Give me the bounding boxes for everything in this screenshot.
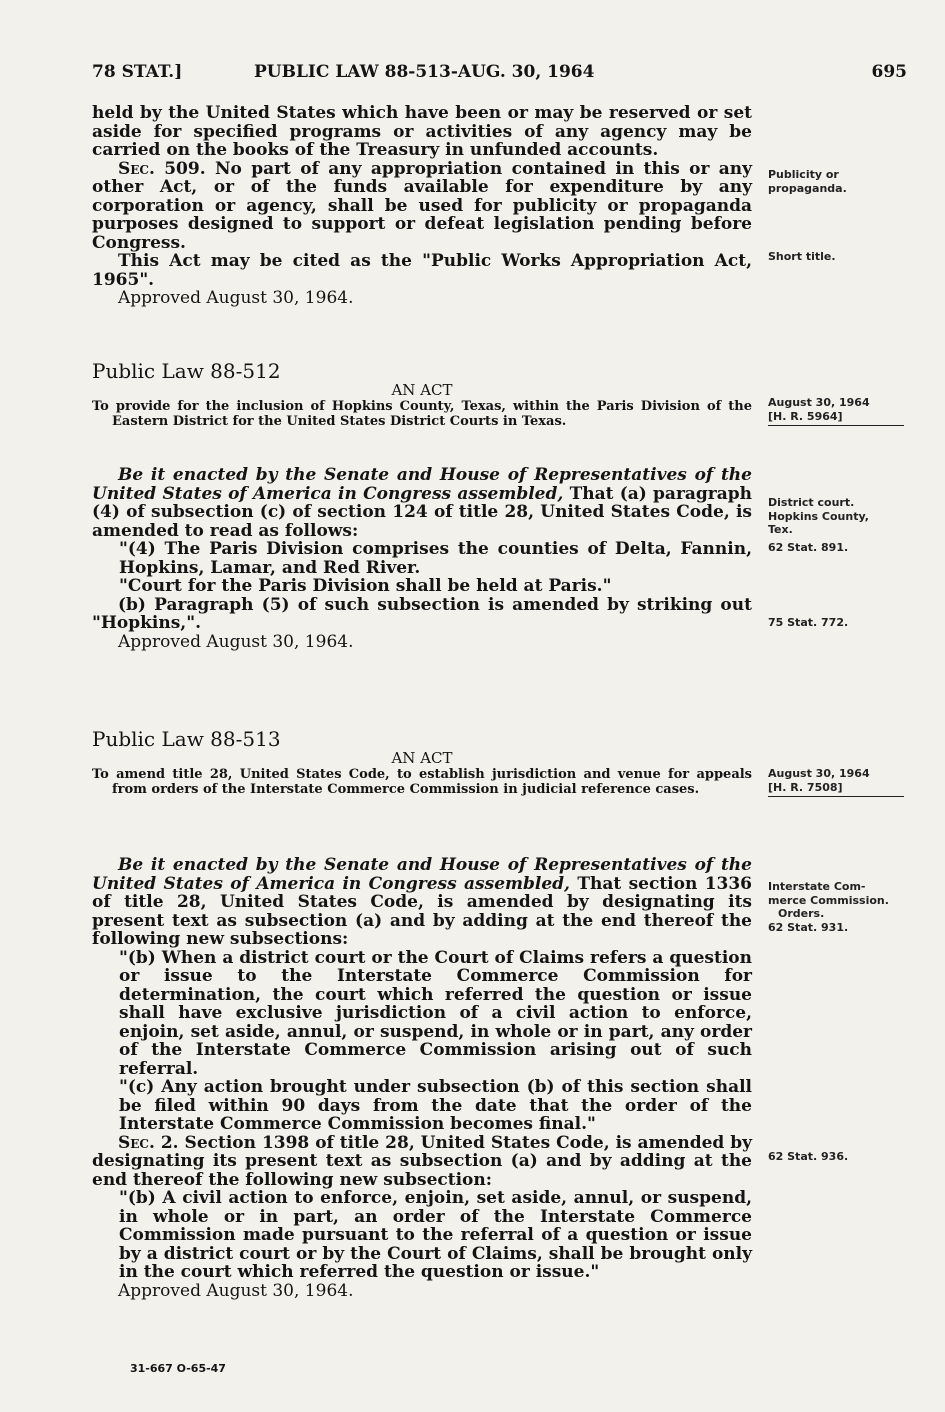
margin-stat-772: 75 Stat. 772.: [768, 616, 849, 629]
law-88-512-header: [92, 359, 752, 429]
margin-note-publicity: [768, 168, 908, 195]
margin-icc-line-2: merce Commission.: [768, 893, 889, 907]
law-88-512-enact-rest: That (a) paragraph (4) of subsection (c) of section 124 of title 28, United States Code, is amended to read as follows:: [92, 483, 753, 541]
law-88-513-sec2-quote: [92, 1189, 752, 1282]
margin-rule-512: [768, 425, 904, 426]
law-88-513-quote-c: "(c) Any action brought under subsection (b) of this section shall be filed within 90 days from the date that the order of the Interstate Commerce Commission becomes final.": [119, 1077, 752, 1134]
margin-stat-936: 62 Stat. 936.: [768, 1150, 849, 1163]
page-header: [92, 62, 907, 86]
law-88-512-approved: Approved August 30, 1964.: [118, 631, 354, 652]
margin-note-icc: [768, 880, 908, 934]
section-509-block: [92, 104, 752, 308]
margin-note-stat-936: [768, 1150, 908, 1164]
law-88-513-enacting-clause: [92, 856, 752, 949]
margin-publicity-line-1: Publicity or: [768, 168, 839, 181]
margin-district-line-2: Hopkins County,: [768, 509, 869, 523]
header-stat-volume: 78 STAT.]: [92, 62, 183, 82]
law-88-513-approved: Approved August 30, 1964.: [118, 1280, 354, 1301]
margin-district-line-1: District court.: [768, 496, 855, 509]
margin-note-stat-891: [768, 541, 908, 555]
law-88-513-title: Public Law 88-513: [92, 727, 281, 751]
law-88-512-quote-1: "(4) The Paris Division comprises the counties of Delta, Fannin, Hopkins, Lamar, and Red River.: [119, 539, 752, 578]
section-509: [92, 160, 752, 253]
law-88-512-purpose: To provide for the inclusion of Hopkins County, Texas, within the Paris Division of the Eastern District for the United States District Courts in Texas.: [92, 399, 752, 429]
margin-law-88-513-date: August 30, 1964: [768, 767, 870, 780]
law-88-512-para-b: (b) Paragraph (5) of such subsection is amended by striking out "Hopkins,".: [92, 594, 752, 633]
law-88-512-body: [92, 466, 752, 651]
margin-law-88-512-date: August 30, 1964: [768, 396, 870, 409]
law-88-513-quote: [92, 949, 752, 1134]
law-88-513-enact-rest: That section 1336 of title 28, United States Code, is amended by designating its present text as subsection (a) and by adding at the end thereof the following new subsections:: [92, 873, 753, 949]
margin-note-district-court: [768, 496, 908, 537]
short-title-paragraph: This Act may be cited as the "Public Works Appropriation Act, 1965".: [92, 251, 752, 290]
margin-icc-line-1: Interstate Com-: [768, 880, 866, 893]
footer-print-code: 31-667 O-65-47: [130, 1362, 226, 1375]
sec-509-text: No part of any appropriation contained in this or any other Act, or of the funds available for expenditure by any corporation or agency, shall be used for publicity or propaganda purposes designed to support or defeat legislation pending before Congress.: [92, 158, 752, 253]
margin-law-88-512-bill: [H. R. 5964]: [768, 409, 843, 423]
margin-note-stat-772: [768, 616, 908, 630]
law-88-513-quote-b: "(b) When a district court or the Court of Claims refers a question or issue to the Interstate Commerce Commission for determination, the court which referred the question or issue shall have exclusive jurisdiction of a civil action to enforce, enjoin, set aside, annul, or suspend, in whole or in part, any order of the Interstate Commerce Commission arising out of such referral.: [119, 947, 752, 1079]
law-88-513-sec-2: [92, 1134, 752, 1190]
law-88-512-act: AN ACT: [391, 380, 453, 399]
law-88-513-body: [92, 856, 752, 1300]
law-88-513-purpose: To amend title 28, United States Code, to establish jurisdiction and venue for appeals from orders of the Interstate Commerce Commission in judicial reference cases.: [92, 767, 752, 797]
approved-date: Approved August 30, 1964.: [118, 288, 354, 308]
law-88-512-enact-italic: Be it enacted by the Senate and House of Representatives of the United States of America in Congress assembled,: [92, 465, 752, 504]
intro-paragraph: held by the United States which have been or may be reserved or set aside for specified programs or activities of any agency may be carried on the books of the Treasury in unfunded accounts.: [92, 103, 752, 160]
law-88-513-quote-sec2: "(b) A civil action to enforce, enjoin, set aside, annul, or suspend, in whole or in part, an order of the Interstate Commerce Commission made pursuant to the referral of a question or issue by a district court or by the Court of Claims, shall be brought only in the court which referred the question or issue.": [119, 1188, 752, 1282]
law-88-513-header: [92, 727, 752, 797]
sec-509-label: Sec. 509.: [118, 158, 206, 179]
margin-stat-891: 62 Stat. 891.: [768, 541, 849, 554]
margin-icc-line-3: Orders.: [778, 907, 825, 920]
law-88-513-enact-italic: Be it enacted by the Senate and House of Representatives of the United States of America in Congress assembled,: [92, 855, 752, 894]
margin-district-line-3: Tex.: [768, 523, 793, 536]
page-number: 695: [871, 62, 907, 82]
margin-note-short-title: [768, 250, 908, 264]
law-88-512-title: Public Law 88-512: [92, 359, 281, 383]
margin-law-88-513-bill: [H. R. 7508]: [768, 780, 843, 794]
margin-publicity-line-2: propaganda.: [768, 181, 847, 195]
law-88-513-act: AN ACT: [391, 748, 453, 767]
sec-2-label: Sec. 2.: [118, 1132, 179, 1153]
margin-short-title: Short title.: [768, 250, 836, 263]
margin-law-88-512: [768, 396, 908, 426]
law-88-512-quote: [92, 540, 752, 596]
header-title: PUBLIC LAW 88-513-AUG. 30, 1964: [254, 62, 595, 82]
margin-rule-513: [768, 796, 904, 797]
sec-2-text: Section 1398 of title 28, United States Code, is amended by designating its present text as subsection (a) and by adding at the end thereof the following new subsection:: [92, 1132, 753, 1190]
law-88-512-quote-2: "Court for the Paris Division shall be held at Paris.": [119, 576, 612, 596]
law-88-512-enacting-clause: [92, 466, 752, 540]
margin-law-88-513: [768, 767, 908, 797]
margin-stat-931: 62 Stat. 931.: [768, 920, 849, 934]
